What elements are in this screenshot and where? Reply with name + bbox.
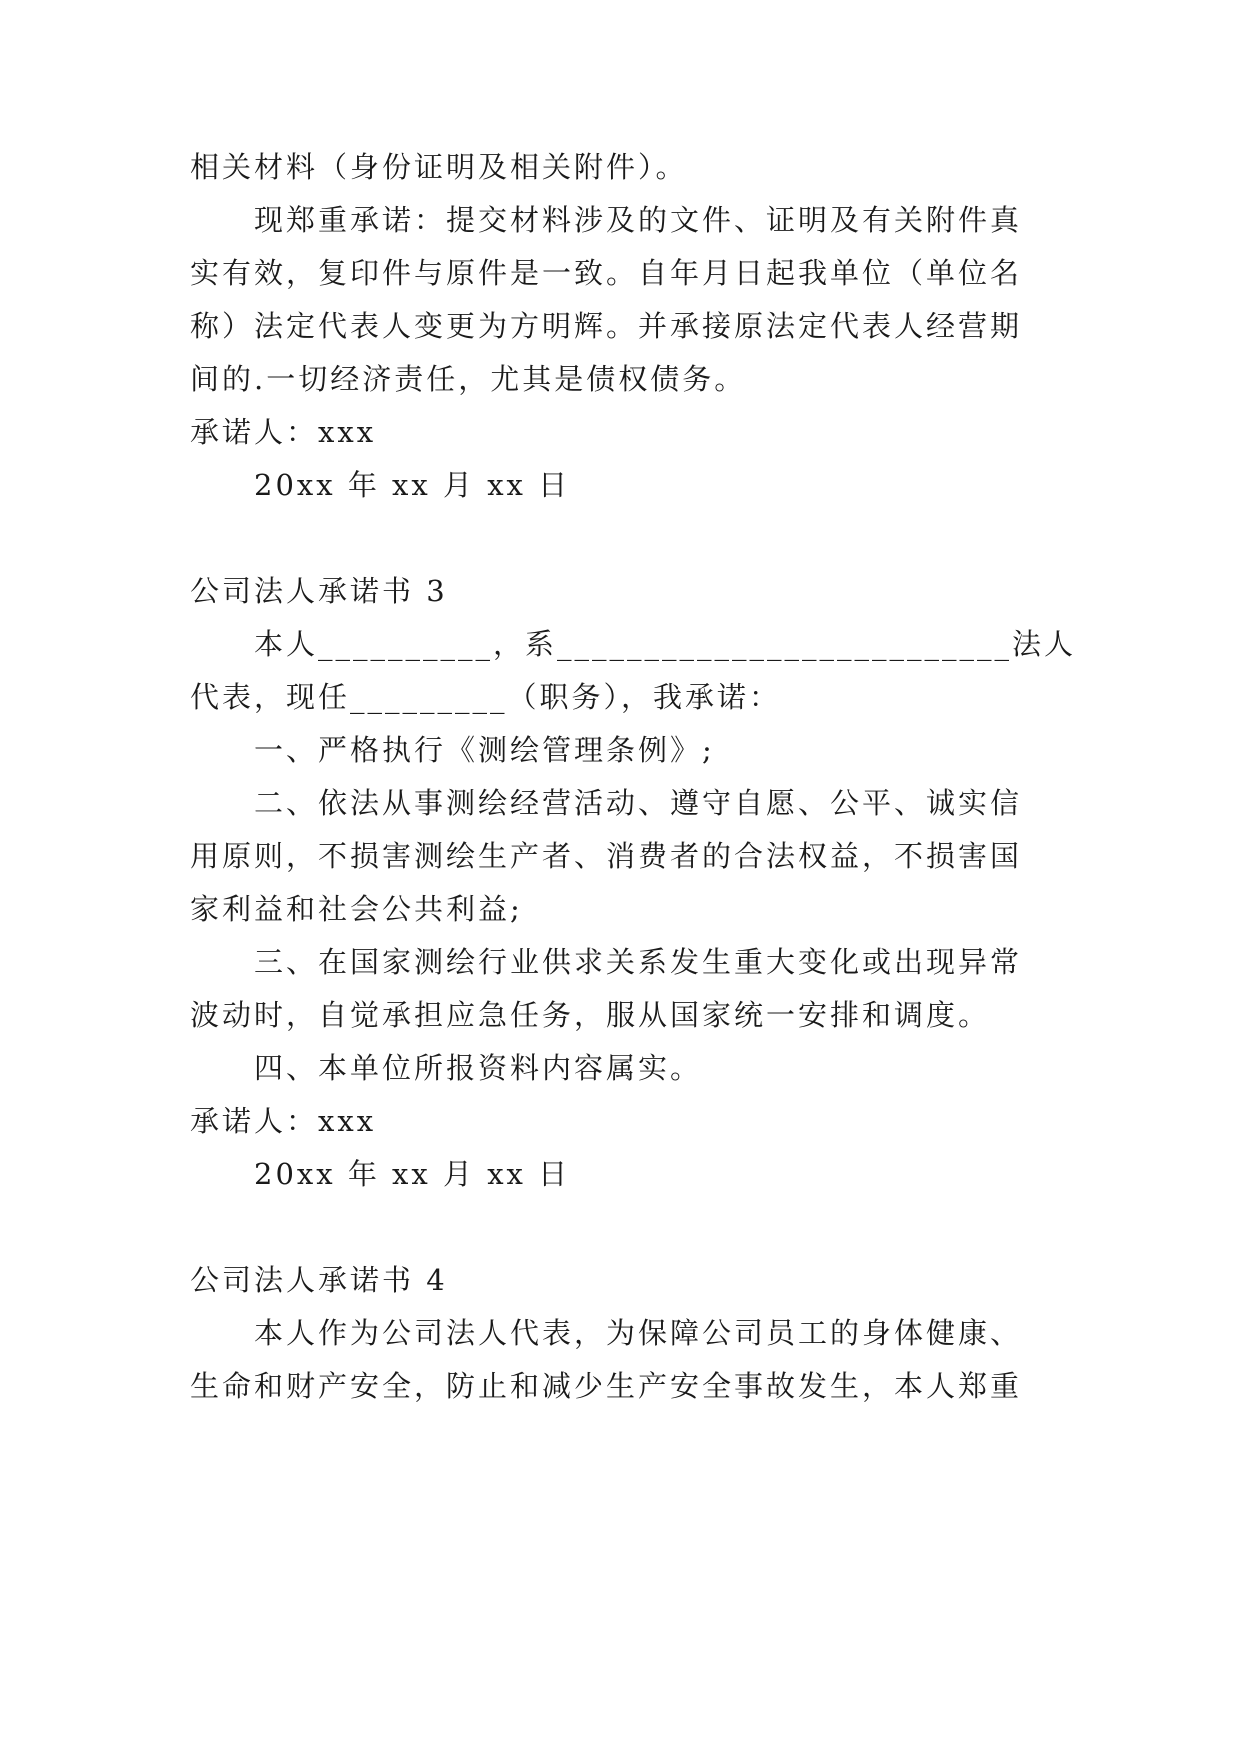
paragraph-line: 波动时，自觉承担应急任务，服从国家统一安排和调度。 (190, 998, 991, 1032)
date-line: 20xx 年 xx 月 xx 日 (254, 468, 571, 502)
paragraph-line: 二、依法从事测绘经营活动、遵守自愿、公平、诚实信 (254, 786, 1023, 820)
section-title: 公司法人承诺书 4 (190, 1263, 448, 1297)
paragraph-line: 现郑重承诺：提交材料涉及的文件、证明及有关附件真 (254, 203, 1023, 237)
paragraph-line: 生命和财产安全，防止和减少生产安全事故发生，本人郑重 (190, 1369, 1023, 1403)
paragraph-line: 用原则，不损害测绘生产者、消费者的合法权益，不损害国 (190, 839, 1023, 873)
paragraph-line: 称）法定代表人变更为方明辉。并承接原法定代表人经营期 (190, 309, 1023, 343)
signer-line: 承诺人：xxx (190, 415, 377, 449)
paragraph-line: 代表，现任_________（职务），我承诺： (190, 680, 782, 714)
paragraph-line: 四、本单位所报资料内容属实。 (254, 1051, 703, 1085)
section-title: 公司法人承诺书 3 (190, 574, 448, 608)
signer-line: 承诺人：xxx (190, 1104, 377, 1138)
paragraph-line: 间的.一切经济责任，尤其是债权债务。 (190, 362, 747, 396)
date-line: 20xx 年 xx 月 xx 日 (254, 1157, 571, 1191)
paragraph-line: 三、在国家测绘行业供求关系发生重大变化或出现异常 (254, 945, 1023, 979)
paragraph-line: 一、严格执行《测绘管理条例》; (254, 733, 715, 767)
paragraph-line: 家利益和社会公共利益; (190, 892, 523, 926)
paragraph-line: 实有效，复印件与原件是一致。自年月日起我单位（单位名 (190, 256, 1023, 290)
paragraph-line: 相关材料（身份证明及相关附件）。 (190, 150, 688, 184)
paragraph-line: 本人作为公司法人代表，为保障公司员工的身体健康、 (254, 1316, 1023, 1350)
paragraph-line: 本人__________，系__________________________法人 (254, 627, 1077, 661)
